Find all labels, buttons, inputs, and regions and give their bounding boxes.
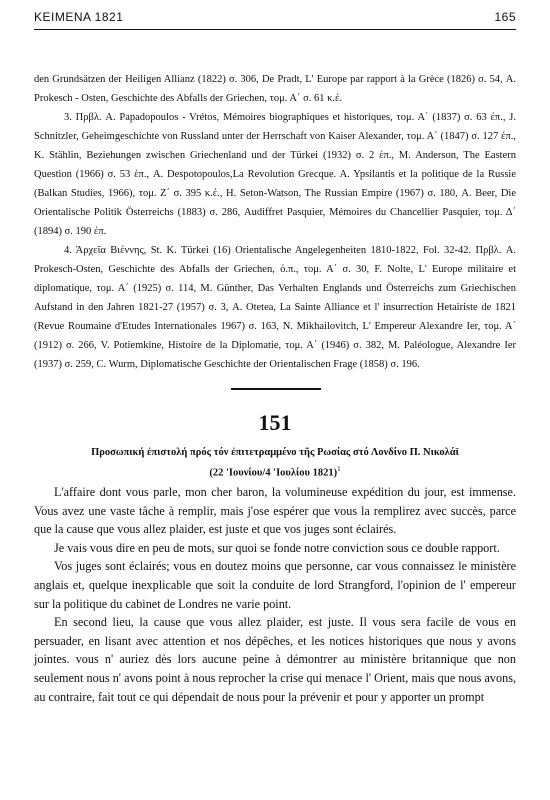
footnote-continuation: den Grundsätzen der Heiligen Allianz (1822) σ. 306, De Pradt, L' Europe par rapport à la Grèce (1826) σ. 54, A. Prokesch - Osten, Geschichte des Abfalls der Griechen, τομ. Α΄ σ. 61 κ.έ. bbox=[34, 74, 516, 104]
letter-body bbox=[34, 483, 516, 706]
title-date: (22 'Ιουνίου/4 'Ιουλίου 1821) bbox=[209, 467, 338, 479]
header-rule bbox=[34, 29, 516, 30]
title-footnote-marker: 1 bbox=[337, 465, 341, 473]
document-title bbox=[34, 444, 516, 482]
section-separator bbox=[231, 388, 321, 390]
footnotes bbox=[34, 70, 516, 374]
footnote-3: 3. Πρβλ. A. Papadopoulos - Vrétos, Mémoires biographiques et historiques, τομ. Α΄ (1837) σ. 63 έπ., J. Schnitzler, Geheimgeschichte von Russland unter der Herrschaft von Kaiser Alexander, τομ. Α΄ (1847) σ. 127 έπ., K. Stählin, Beziehungen zwischen Griechenland und der Türkei (1932) σ. 2 έπ., M. Anderson, The Eastern Question (1966) σ. 53 έπ., A. Despotopoulos,La Revolution Grecque. A. Ypsilantis et la politique de la Russie (Balkan Studies, 1966), τομ. Ζ΄ σ. 395 κ.έ., H. Seton-Watson, The Russian Empire (1967) σ. 180, A. Beer, Die Orientalische Politik Österreichs (1883) σ. 286, Audiffret Pasquier, Mémoires du Chancellier Pasquier, τομ. Δ΄ (1894) σ. 190 έπ. bbox=[34, 112, 516, 237]
running-header bbox=[34, 10, 516, 28]
title-line-2 bbox=[34, 461, 516, 482]
body-paragraph-1: L'affaire dont vous parle, mon cher baron, la volumineuse expédition du jour, est immense. Vous avez une vaste tâche à remplir, mais j'ose espérer que vous la remplirez avec succès, parce que la cause que vous allez plaider, est juste et que vos juges sont éclairés. bbox=[34, 485, 516, 537]
page-number: 165 bbox=[494, 10, 516, 24]
body-paragraph-3: Vos juges sont éclairés; vous en doutez moins que personne, car vous connaissez le ministère anglais et, quelque inexplicable que soit la conduite de lord Strangford, l'opinion de l' empereur sur la politique du cabinet de Londres ne varie point. bbox=[34, 559, 516, 611]
running-title: KEIMENA 1821 bbox=[34, 10, 124, 24]
body-paragraph-4: En second lieu, la cause que vous allez plaider, est juste. Il vous sera facile de vous en persuader, en lisant avec attention et nos dépêches, et les notices historiques que nous y avons jointes. vous n' auriez dès lors aucune peine à démontrer au ministère britannique que non seulement nous n' avons point à nous reprocher la crise qui menace l' Orient, mais que nous avons, au contraire, fait tout ce qui dépendait de nous pour la prévenir et pour y apporter un prompt bbox=[34, 615, 516, 704]
footnote-4: 4. Άρχεῖα Βιέννης, St. K. Türkei (16) Orientalische Angelegenheiten 1810-1822, Fol. 32-42. Πρβλ. A. Prokesch-Osten, Geschichte des Abfalls der Griechen, ό.π., τομ. Α΄ σ. 30, F. Nolte, L' Europe militaire et diplomatique, τομ. Α΄ (1925) σ. 114, M. Günther, Das Verhalten Englands und Österreichs zum Griechischen Aufstand in den Jahren 1821-27 (1957) σ. 3, A. Otetea, La Sainte Alliance et l' insurrection Hetairiste de 1821 (Revue Roumaine d'Etudes Internationales 1967) σ. 163, N. Mikhailovitch, L' Empereur Alexandre Ier, τομ. Α΄ (1912) σ. 266, V. Potiemkine, Histoire de la Diplomatie, τομ. Α΄ (1946) σ. 382, M. Paléologue, Alexandre Ier (1937) σ. 259, C. Wurm, Diplomatische Geschichte der Orientalischen Frage (1858) σ. 196. bbox=[34, 245, 516, 370]
document-number: 151 bbox=[258, 410, 292, 435]
title-line-1: Προσωπική ἐπιστολή πρός τόν ἐπιτετραμμένο τῆς Ρωσίας στό Λονδίνο Π. Νικολάϊ bbox=[91, 447, 459, 458]
body-paragraph-2: Je vais vous dire en peu de mots, sur quoi se fonde notre conviction sous ce double rapport. bbox=[54, 540, 500, 555]
